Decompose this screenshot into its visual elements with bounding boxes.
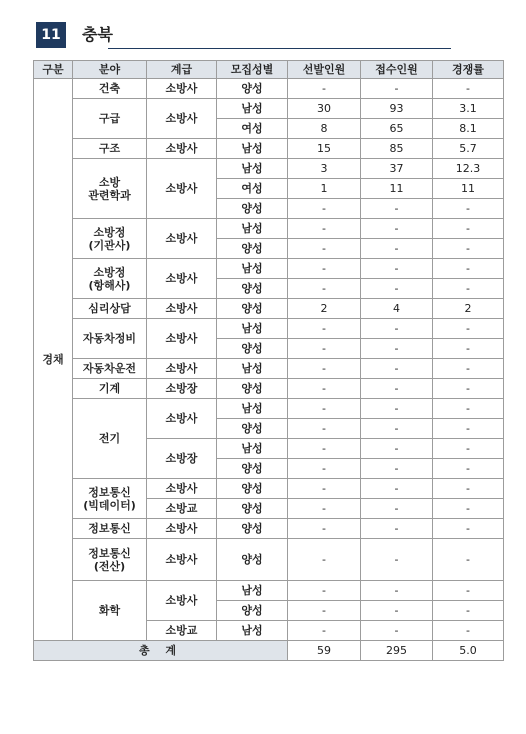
col-header-rank: 계급 xyxy=(147,61,217,79)
category-cell: 경채 xyxy=(34,79,73,641)
ratio-cell: - xyxy=(433,399,504,419)
ratio-cell: - xyxy=(433,79,504,99)
gender-cell: 양성 xyxy=(217,419,288,439)
rank-cell: 소방사 xyxy=(147,539,217,581)
selected-cell: - xyxy=(288,499,361,519)
col-header-field: 분야 xyxy=(73,61,147,79)
field-cell: 소방정 (항해사) xyxy=(73,259,147,299)
ratio-cell: - xyxy=(433,239,504,259)
table-header-row xyxy=(34,61,504,79)
ratio-cell: - xyxy=(433,359,504,379)
table-row xyxy=(34,259,504,279)
total-ratio: 5.0 xyxy=(433,641,504,661)
header-underline xyxy=(108,48,451,49)
gender-cell: 남성 xyxy=(217,99,288,119)
selected-cell: - xyxy=(288,439,361,459)
gender-cell: 양성 xyxy=(217,79,288,99)
applicants-cell: - xyxy=(361,359,433,379)
rank-cell: 소방사 xyxy=(147,219,217,259)
rank-cell: 소방교 xyxy=(147,621,217,641)
rank-cell: 소방교 xyxy=(147,499,217,519)
applicants-cell: 37 xyxy=(361,159,433,179)
table-row xyxy=(34,79,504,99)
gender-cell: 양성 xyxy=(217,499,288,519)
gender-cell: 양성 xyxy=(217,379,288,399)
applicants-cell: - xyxy=(361,459,433,479)
field-cell: 구급 xyxy=(73,99,147,139)
table-row xyxy=(34,519,504,539)
ratio-cell: - xyxy=(433,259,504,279)
rank-cell: 소방사 xyxy=(147,99,217,139)
applicants-cell: - xyxy=(361,339,433,359)
ratio-cell: - xyxy=(433,581,504,601)
selected-cell: - xyxy=(288,239,361,259)
ratio-cell: - xyxy=(433,479,504,499)
field-cell: 건축 xyxy=(73,79,147,99)
ratio-cell: - xyxy=(433,539,504,581)
total-applicants: 295 xyxy=(361,641,433,661)
field-cell: 정보통신 (빅데이터) xyxy=(73,479,147,519)
rank-cell: 소방사 xyxy=(147,139,217,159)
ratio-cell: - xyxy=(433,219,504,239)
selected-cell: - xyxy=(288,339,361,359)
applicants-cell: - xyxy=(361,239,433,259)
rank-cell: 소방사 xyxy=(147,399,217,439)
selected-cell: - xyxy=(288,319,361,339)
field-cell: 소방 관련학과 xyxy=(73,159,147,219)
applicants-cell: 4 xyxy=(361,299,433,319)
ratio-cell: - xyxy=(433,499,504,519)
applicants-cell: - xyxy=(361,499,433,519)
gender-cell: 남성 xyxy=(217,259,288,279)
applicants-cell: - xyxy=(361,379,433,399)
ratio-cell: 8.1 xyxy=(433,119,504,139)
ratio-cell: - xyxy=(433,439,504,459)
gender-cell: 양성 xyxy=(217,601,288,621)
field-cell: 기계 xyxy=(73,379,147,399)
ratio-cell: - xyxy=(433,379,504,399)
selected-cell: 15 xyxy=(288,139,361,159)
selected-cell: - xyxy=(288,601,361,621)
rank-cell: 소방장 xyxy=(147,379,217,399)
table-row xyxy=(34,99,504,119)
ratio-cell: - xyxy=(433,419,504,439)
table-row xyxy=(34,139,504,159)
field-cell: 자동차정비 xyxy=(73,319,147,359)
selected-cell: - xyxy=(288,359,361,379)
field-cell: 심리상담 xyxy=(73,299,147,319)
selected-cell: - xyxy=(288,259,361,279)
ratio-cell: - xyxy=(433,601,504,621)
applicants-cell: - xyxy=(361,539,433,581)
ratio-cell: - xyxy=(433,279,504,299)
col-header-ratio: 경쟁률 xyxy=(433,61,504,79)
field-cell: 자동차운전 xyxy=(73,359,147,379)
applicants-cell: - xyxy=(361,419,433,439)
applicants-cell: - xyxy=(361,259,433,279)
selected-cell: 1 xyxy=(288,179,361,199)
total-selected: 59 xyxy=(288,641,361,661)
gender-cell: 남성 xyxy=(217,319,288,339)
selected-cell: - xyxy=(288,519,361,539)
selected-cell: - xyxy=(288,399,361,419)
table-row xyxy=(34,319,504,339)
total-row xyxy=(34,641,504,661)
table-row xyxy=(34,219,504,239)
selected-cell: - xyxy=(288,459,361,479)
ratio-cell: - xyxy=(433,199,504,219)
ratio-cell: 2 xyxy=(433,299,504,319)
selected-cell: 8 xyxy=(288,119,361,139)
table-row xyxy=(34,159,504,179)
field-cell: 소방정 (기관사) xyxy=(73,219,147,259)
rank-cell: 소방사 xyxy=(147,259,217,299)
ratio-cell: 5.7 xyxy=(433,139,504,159)
table-row xyxy=(34,359,504,379)
gender-cell: 양성 xyxy=(217,519,288,539)
ratio-cell: - xyxy=(433,339,504,359)
selected-cell: - xyxy=(288,279,361,299)
applicants-cell: - xyxy=(361,219,433,239)
ratio-cell: - xyxy=(433,519,504,539)
applicants-cell: - xyxy=(361,319,433,339)
gender-cell: 여성 xyxy=(217,179,288,199)
applicants-cell: - xyxy=(361,601,433,621)
rank-cell: 소방사 xyxy=(147,319,217,359)
gender-cell: 양성 xyxy=(217,339,288,359)
field-cell: 화학 xyxy=(73,581,147,641)
ratio-cell: 12.3 xyxy=(433,159,504,179)
ratio-cell: - xyxy=(433,621,504,641)
rank-cell: 소방사 xyxy=(147,299,217,319)
selected-cell: - xyxy=(288,479,361,499)
applicants-cell: - xyxy=(361,581,433,601)
table-row xyxy=(34,299,504,319)
section-number: 11 xyxy=(36,22,66,48)
selected-cell: 3 xyxy=(288,159,361,179)
applicants-cell: - xyxy=(361,79,433,99)
rank-cell: 소방사 xyxy=(147,479,217,499)
table-row xyxy=(34,581,504,601)
section-header xyxy=(36,22,416,50)
selected-cell: 2 xyxy=(288,299,361,319)
field-cell: 정보통신 xyxy=(73,519,147,539)
section-title: 충북 xyxy=(82,25,113,44)
gender-cell: 양성 xyxy=(217,459,288,479)
applicants-cell: - xyxy=(361,399,433,419)
total-label: 총 계 xyxy=(34,641,288,661)
gender-cell: 양성 xyxy=(217,539,288,581)
table-row xyxy=(34,379,504,399)
rank-cell: 소방사 xyxy=(147,79,217,99)
ratio-cell: - xyxy=(433,319,504,339)
gender-cell: 남성 xyxy=(217,621,288,641)
gender-cell: 양성 xyxy=(217,239,288,259)
gender-cell: 남성 xyxy=(217,139,288,159)
applicants-cell: 93 xyxy=(361,99,433,119)
ratio-cell: 11 xyxy=(433,179,504,199)
selected-cell: - xyxy=(288,199,361,219)
gender-cell: 남성 xyxy=(217,359,288,379)
col-header-selected: 선발인원 xyxy=(288,61,361,79)
selected-cell: - xyxy=(288,539,361,581)
gender-cell: 남성 xyxy=(217,439,288,459)
applicants-cell: 65 xyxy=(361,119,433,139)
applicants-cell: 85 xyxy=(361,139,433,159)
table-row xyxy=(34,479,504,499)
rank-cell: 소방사 xyxy=(147,519,217,539)
selected-cell: - xyxy=(288,581,361,601)
col-header-applicants: 접수인원 xyxy=(361,61,433,79)
col-header-category: 구분 xyxy=(34,61,73,79)
gender-cell: 양성 xyxy=(217,299,288,319)
col-header-gender: 모집성별 xyxy=(217,61,288,79)
rank-cell: 소방사 xyxy=(147,159,217,219)
field-cell: 정보통신 (전산) xyxy=(73,539,147,581)
gender-cell: 양성 xyxy=(217,479,288,499)
ratio-cell: - xyxy=(433,459,504,479)
field-cell: 구조 xyxy=(73,139,147,159)
field-cell: 전기 xyxy=(73,399,147,479)
rank-cell: 소방장 xyxy=(147,439,217,479)
table-row xyxy=(34,539,504,581)
selected-cell: - xyxy=(288,379,361,399)
selected-cell: 30 xyxy=(288,99,361,119)
applicants-cell: - xyxy=(361,479,433,499)
gender-cell: 남성 xyxy=(217,219,288,239)
applicants-cell: - xyxy=(361,199,433,219)
table-row xyxy=(34,399,504,419)
gender-cell: 남성 xyxy=(217,581,288,601)
gender-cell: 여성 xyxy=(217,119,288,139)
selected-cell: - xyxy=(288,419,361,439)
rank-cell: 소방사 xyxy=(147,359,217,379)
applicants-cell: - xyxy=(361,439,433,459)
gender-cell: 양성 xyxy=(217,279,288,299)
applicants-cell: - xyxy=(361,519,433,539)
selected-cell: - xyxy=(288,79,361,99)
gender-cell: 양성 xyxy=(217,199,288,219)
selected-cell: - xyxy=(288,219,361,239)
applicants-cell: - xyxy=(361,279,433,299)
selected-cell: - xyxy=(288,621,361,641)
rank-cell: 소방사 xyxy=(147,581,217,621)
gender-cell: 남성 xyxy=(217,159,288,179)
applicants-cell: - xyxy=(361,621,433,641)
applicants-cell: 11 xyxy=(361,179,433,199)
gender-cell: 남성 xyxy=(217,399,288,419)
ratio-cell: 3.1 xyxy=(433,99,504,119)
recruitment-table xyxy=(33,60,504,661)
